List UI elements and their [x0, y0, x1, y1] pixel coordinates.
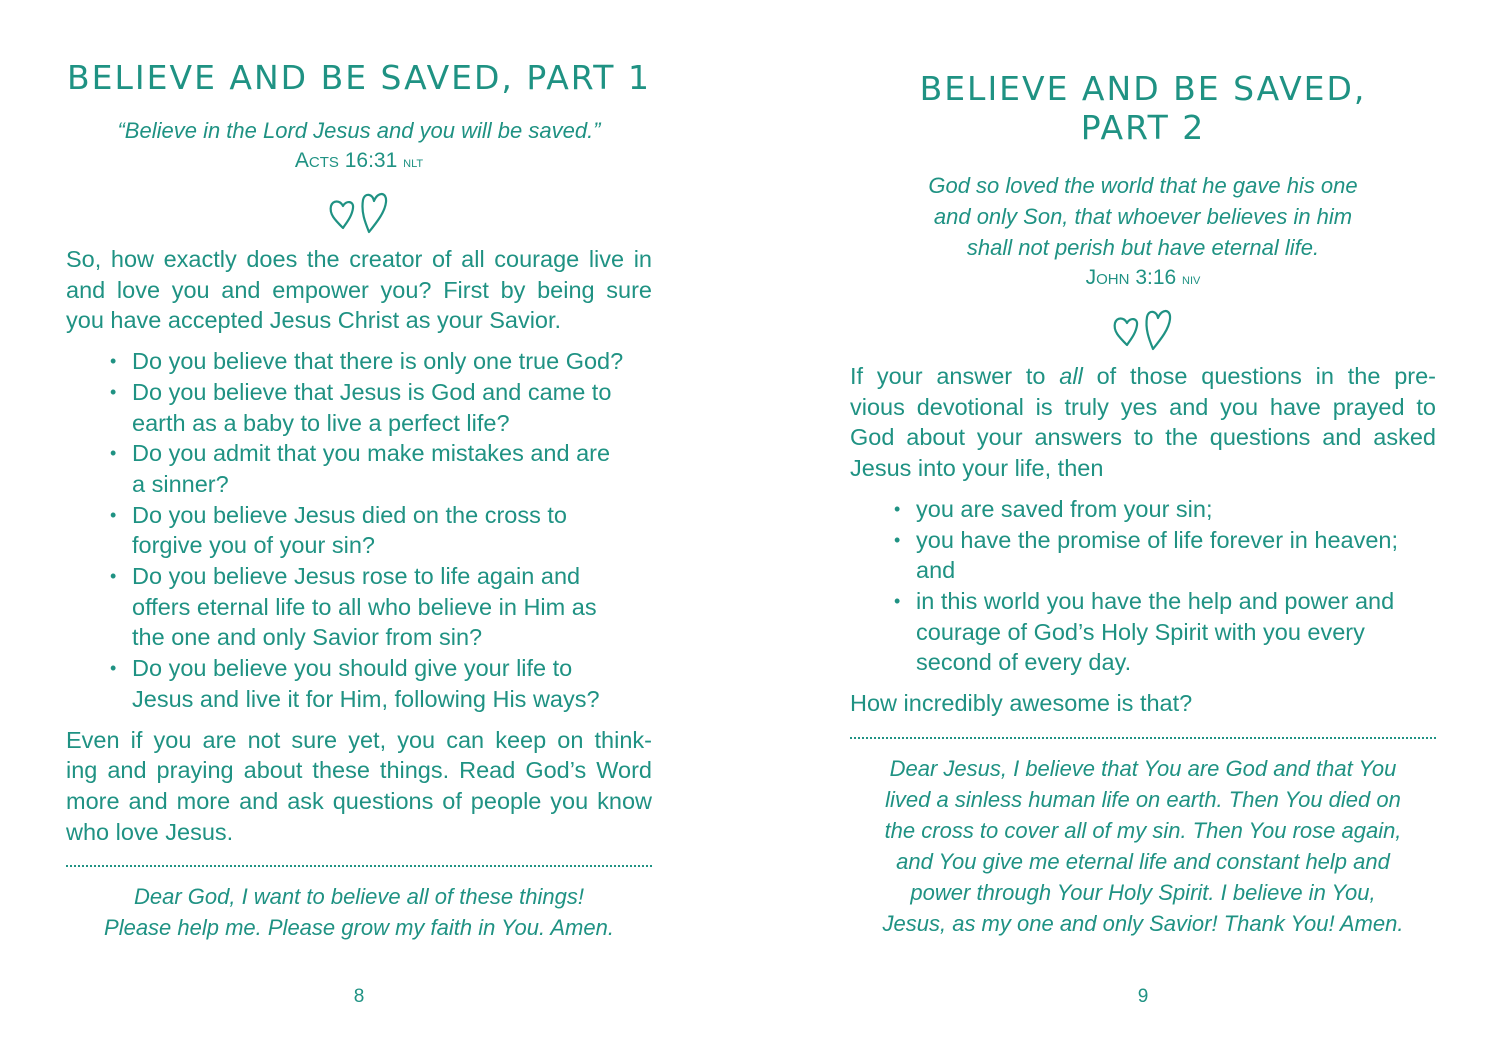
- list-item-line: • in this world you have the help and power and: [916, 587, 1395, 614]
- text-line: [850, 361, 1436, 392]
- list-item-line: • Do you believe that there is only one true God?: [132, 348, 624, 375]
- list-item-line: a sinner?: [132, 470, 229, 497]
- scripture-verse: [850, 170, 1436, 263]
- list-item-line: • Do you believe Jesus rose to life again and: [132, 563, 581, 590]
- list-item-line: • you have the promise of life forever in heaven;: [916, 526, 1399, 553]
- page-number: 9: [1137, 986, 1149, 1007]
- dotted-divider: [66, 865, 652, 867]
- page-title: [850, 69, 1436, 147]
- scripture-reference: [66, 146, 652, 178]
- closing-paragraph: [850, 688, 1436, 719]
- prayer: [850, 753, 1436, 939]
- prayer-line: Jesus, as my one and only Savior! Thank You! Amen.: [882, 910, 1404, 936]
- text-line: vious devotional is truly yes and you have prayed to: [850, 393, 1436, 420]
- list-item-line: • Do you believe you should give your life to: [132, 655, 573, 682]
- list-item-line: Jesus and live it for Him, following His ways?: [132, 685, 600, 712]
- list-item-line: earth as a baby to live a perfect life?: [132, 409, 510, 436]
- page-number: 8: [353, 986, 365, 1007]
- list-item-line: second of every day.: [916, 649, 1132, 676]
- prayer-line: the cross to cover all of my sin. Then You rose again,: [884, 817, 1402, 843]
- intro-paragraph: [66, 244, 652, 336]
- verse-line: shall not perish but have eternal life.: [966, 235, 1320, 260]
- list-item: [66, 438, 652, 499]
- page-title: BELIEVE AND BE SAVED, PART 1: [67, 58, 651, 97]
- ref-version: niv: [1182, 271, 1201, 288]
- ref-version: nlt: [403, 154, 424, 171]
- title-line: BELIEVE AND BE SAVED,: [919, 69, 1367, 108]
- list-item: [850, 586, 1436, 678]
- text-line: God about your answers to the questions and asked: [850, 424, 1436, 451]
- prayer-line: Please help me. Please grow my faith in You. Amen.: [104, 915, 614, 941]
- dotted-divider: [850, 737, 1436, 739]
- intro-paragraph: [850, 361, 1436, 484]
- left-page: [66, 0, 652, 1059]
- question-list: [66, 346, 652, 714]
- ref-book: Acts: [294, 149, 339, 172]
- closing-paragraph: [66, 725, 652, 848]
- scripture-verse: [66, 115, 652, 146]
- list-item: [66, 500, 652, 561]
- list-item: [66, 561, 652, 653]
- two-hearts-icon: [327, 188, 391, 236]
- list-item-line: courage of God’s Holy Spirit with you every: [916, 618, 1365, 645]
- text-fragment: of those questions in the pre-: [1082, 363, 1436, 389]
- list-item-line: offers eternal life to all who believe in Him as: [132, 593, 597, 620]
- prayer: [66, 881, 652, 943]
- list-item-line: • Do you believe that Jesus is God and came to: [132, 378, 612, 405]
- ref-chapter-verse: 16:31: [344, 149, 398, 172]
- prayer-line: lived a sinless human life on earth. Then You died on: [885, 786, 1401, 812]
- text-line: more and more and ask questions of people you know: [66, 787, 652, 814]
- promise-list: [850, 494, 1436, 678]
- verse-line: God so loved the world that he gave his one: [928, 173, 1358, 198]
- ref-chapter-verse: 3:16: [1135, 266, 1177, 289]
- title-line: PART 2: [1080, 108, 1206, 147]
- text-line: who love Jesus.: [66, 818, 234, 845]
- list-item-line: the one and only Savior from sin?: [132, 624, 483, 651]
- list-item: [850, 525, 1436, 586]
- text-line: So, how exactly does the creator of all courage live in: [66, 246, 652, 272]
- scripture-reference: [850, 263, 1436, 295]
- prayer-line: Dear Jesus, I believe that You are God and that You: [889, 755, 1397, 781]
- list-item: [66, 653, 652, 714]
- ref-book: John: [1085, 266, 1130, 289]
- emphasis-text: all: [1059, 363, 1083, 389]
- list-item-line: • Do you admit that you make mistakes and are: [132, 440, 611, 467]
- list-item: [66, 346, 652, 377]
- text-line: Even if you are not sure yet, you can keep on think-: [66, 726, 652, 753]
- two-hearts-icon: [1111, 305, 1175, 353]
- list-item: [850, 494, 1436, 525]
- text-fragment: If your answer to: [850, 363, 1060, 389]
- right-page: [850, 0, 1436, 1059]
- verse-line: and only Son, that whoever believes in him: [933, 204, 1353, 229]
- text-line: How incredibly awesome is that?: [850, 690, 1193, 717]
- list-item-line: and: [916, 557, 956, 584]
- text-line: and love you and empower you? First by being sure: [66, 276, 652, 303]
- prayer-line: Dear God, I want to believe all of these things!: [133, 884, 585, 910]
- text-line: Jesus into your life, then: [850, 455, 1104, 482]
- prayer-line: and You give me eternal life and constant help and: [896, 848, 1390, 874]
- list-item-line: forgive you of your sin?: [132, 532, 375, 559]
- list-item-line: • you are saved from your sin;: [916, 495, 1213, 522]
- text-line: you have accepted Jesus Christ as your Savior.: [66, 307, 562, 334]
- prayer-line: power through Your Holy Spirit. I believe in You,: [910, 879, 1376, 905]
- verse-line: “Believe in the Lord Jesus and you will be saved.”: [117, 118, 601, 143]
- list-item: [66, 377, 652, 438]
- text-line: ing and praying about these things. Read God’s Word: [66, 757, 652, 784]
- list-item-line: • Do you believe Jesus died on the cross to: [132, 501, 568, 528]
